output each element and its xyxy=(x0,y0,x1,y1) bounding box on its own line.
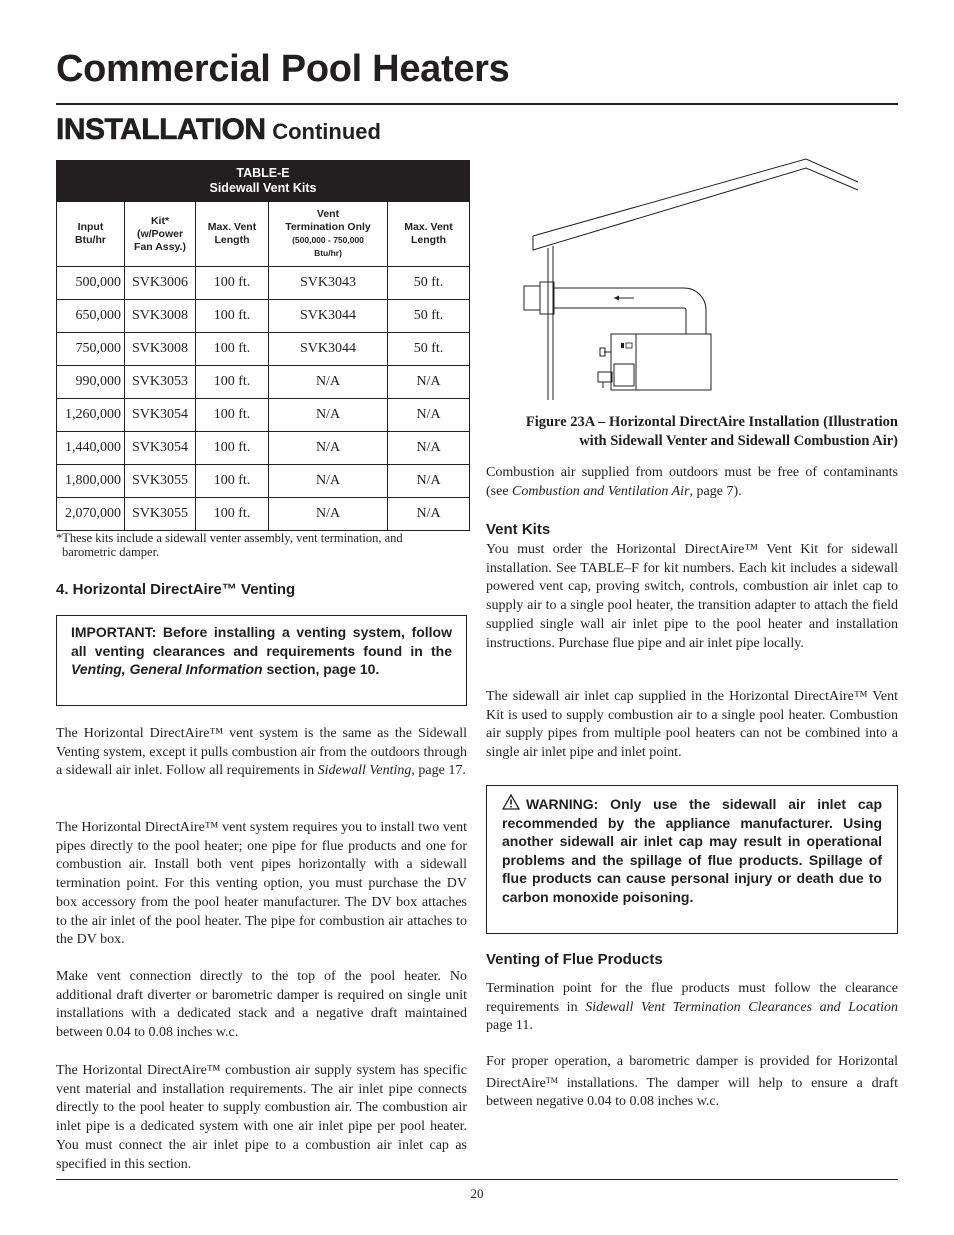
table-cell: 750,000 xyxy=(57,333,125,366)
page-title: Commercial Pool Heaters xyxy=(56,48,510,90)
table-row xyxy=(57,432,470,465)
paragraph: The Horizontal DirectAire™ vent system is the same as the Sidewall Venting system, except it pulls combustion air from the outdoors through a sidewall air inlet. Follow all requirements in Sidewall Venting, page 17. xyxy=(56,726,467,779)
vent-kits-heading: Vent Kits xyxy=(486,521,551,538)
table-cell: SVK3008 xyxy=(125,300,196,333)
table-cell: N/A xyxy=(388,399,470,432)
table-cell: N/A xyxy=(269,465,388,498)
table-footnote: *These kits include a sidewall venter assembly, vent termination, and barometric damper. xyxy=(56,531,403,559)
paragraph: Make vent connection directly to the top of the pool heater. No additional draft diverter or barometric damper is required on single unit installations with a dedicated stack and a negative draft maintained between 0.04 to 0.08 inches w.c. xyxy=(56,969,467,1041)
paragraph: The Horizontal DirectAire™ vent system requires you to install two vent pipes directly to the pool heater; one pipe for flue products and one for combustion air. Install both vent pipes horizontally with a sidewall termination point. For this venting option, you must purchase the DV box accessory from the pool heater manufacturer. The DV box attaches to the air inlet of the pool heater. The pipe for combustion air attaches to the DV box. xyxy=(56,820,467,948)
flow-arrow xyxy=(614,296,634,301)
warning-triangle-icon xyxy=(502,794,520,810)
table-cell: N/A xyxy=(388,498,470,531)
table-cell: SVK3055 xyxy=(125,498,196,531)
page-number: 20 xyxy=(470,1186,484,1201)
table-cell: 50 ft. xyxy=(388,267,470,300)
table-cell: N/A xyxy=(269,432,388,465)
title-rule xyxy=(56,103,898,105)
warning-label: WARNING: xyxy=(526,796,599,812)
vent-termination-cap xyxy=(524,282,554,314)
warning-notice xyxy=(486,785,898,934)
section-title: INSTALLATION xyxy=(56,113,266,146)
table-row xyxy=(57,465,470,498)
figure-caption: Figure 23A – Horizontal DirectAire Installation (Illustration with Sidewall Venter and Sidewall Combustion Air) xyxy=(525,414,898,449)
paragraph: The Horizontal DirectAire™ combustion air supply system has specific vent material and installation requirements. The air inlet pipe connects directly to the pool heater to supply combustion air. The combustion air inlet pipe is a dedicated system with one air inlet pipe per pool heater. You must connect the air inlet pipe to a combustion air inlet cap as specified in this section. xyxy=(56,1063,467,1172)
table-cell: 100 ft. xyxy=(196,432,269,465)
important-notice: IMPORTANT: Before installing a venting system, follow all venting clearances and requirements found in the Venting, General Information section, page 10. xyxy=(56,615,467,706)
table-cell: N/A xyxy=(388,432,470,465)
table-cell: 100 ft. xyxy=(196,399,269,432)
table-body xyxy=(57,267,470,531)
table-cell: 100 ft. xyxy=(196,333,269,366)
table-row xyxy=(57,267,470,300)
table-cell: N/A xyxy=(388,465,470,498)
paragraph: The sidewall air inlet cap supplied in the Horizontal DirectAire™ Vent Kit is used to supply combustion air to a single pool heater. Combustion air supply pipes from multiple pool heaters can not be combined into a single air inlet pipe and inlet point. xyxy=(486,689,898,761)
table-cell: SVK3054 xyxy=(125,432,196,465)
heater-badge xyxy=(621,343,632,348)
table-cell: 50 ft. xyxy=(388,300,470,333)
table-cell: SVK3006 xyxy=(125,267,196,300)
sidewall-vent-kits-table xyxy=(56,160,470,531)
table-cell: 990,000 xyxy=(57,366,125,399)
table-cell: SVK3053 xyxy=(125,366,196,399)
footer-rule xyxy=(56,1179,898,1180)
table-cell: 100 ft. xyxy=(196,498,269,531)
table-cell: 100 ft. xyxy=(196,267,269,300)
table-cell: SVK3044 xyxy=(269,300,388,333)
table-cell: 1,800,000 xyxy=(57,465,125,498)
table-cell: 2,070,000 xyxy=(57,498,125,531)
section-heading xyxy=(56,113,381,147)
table-row xyxy=(57,333,470,366)
roof-line xyxy=(533,159,858,250)
section-suffix: Continued xyxy=(272,119,381,144)
paragraph: Termination point for the flue products must follow the clearance requirements in Sidewall Vent Termination Clearances and Location page 11. xyxy=(486,981,899,1034)
table-title: TABLE-E Sidewall Vent Kits xyxy=(57,161,470,202)
column-header: Max. Vent Length xyxy=(388,202,470,267)
column-header: Max. Vent Length xyxy=(196,202,269,267)
table-row xyxy=(57,498,470,531)
table-cell: N/A xyxy=(269,399,388,432)
table-cell: 100 ft. xyxy=(196,366,269,399)
table-cell: 1,440,000 xyxy=(57,432,125,465)
table-cell: SVK3008 xyxy=(125,333,196,366)
horizontal-directaire-venting-heading: 4. Horizontal DirectAire™ Venting xyxy=(56,581,296,598)
table-cell: SVK3044 xyxy=(269,333,388,366)
column-header: Kit* (w/Power Fan Assy.) xyxy=(125,202,196,267)
table-cell: 100 ft. xyxy=(196,465,269,498)
table-cell: N/A xyxy=(269,498,388,531)
table-row xyxy=(57,399,470,432)
building-wall xyxy=(548,246,553,400)
venting-of-flue-products-heading: Venting of Flue Products xyxy=(486,951,663,968)
table-row xyxy=(57,300,470,333)
table-cell: N/A xyxy=(388,366,470,399)
paragraph: You must order the Horizontal DirectAire™ Vent Kit for sidewall installation. See TABLE–F for kit numbers. Each kit includes a sidewall powered vent cap, proving switch, controls, combustion air inlet cap to supply air to a single pool heater, the transition adapter to attach the field supplied single wall air inlet pipe to the pool heater and installation instructions. Purchase flue pipe and air inlet pipe locally. xyxy=(486,542,898,651)
table-cell: SVK3055 xyxy=(125,465,196,498)
table-cell: 50 ft. xyxy=(388,333,470,366)
table-cell: N/A xyxy=(269,366,388,399)
flue-pipe xyxy=(554,288,706,334)
table-cell: 500,000 xyxy=(57,267,125,300)
column-header: Vent Termination Only (500,000 - 750,000 Btu/hr) xyxy=(269,202,388,267)
table-cell: 1,260,000 xyxy=(57,399,125,432)
paragraph: For proper operation, a barometric damper is provided for Horizontal DirectAire™ installations. The damper will help to ensure a draft between negative 0.04 to 0.08 inches w.c. xyxy=(486,1054,898,1110)
table-cell: 650,000 xyxy=(57,300,125,333)
paragraph: Combustion air supplied from outdoors must be free of contaminants (see Combustion and Ventilation Air, page 7). xyxy=(486,465,898,499)
table-cell: SVK3043 xyxy=(269,267,388,300)
pool-heater xyxy=(598,334,711,390)
table-cell: 100 ft. xyxy=(196,300,269,333)
column-header: Input Btu/hr xyxy=(57,202,125,267)
warning-text: Only use the sidewall air inlet cap recommended by the appliance manufacturer. Using another sidewall air inlet cap may result in operational problems and the spillage of flue products. Spillage of flue products can cause personal injury or death due to carbon monoxide poisoning. xyxy=(502,796,882,905)
table-cell: SVK3054 xyxy=(125,399,196,432)
horizontal-directaire-illustration xyxy=(516,158,866,400)
table-row xyxy=(57,366,470,399)
